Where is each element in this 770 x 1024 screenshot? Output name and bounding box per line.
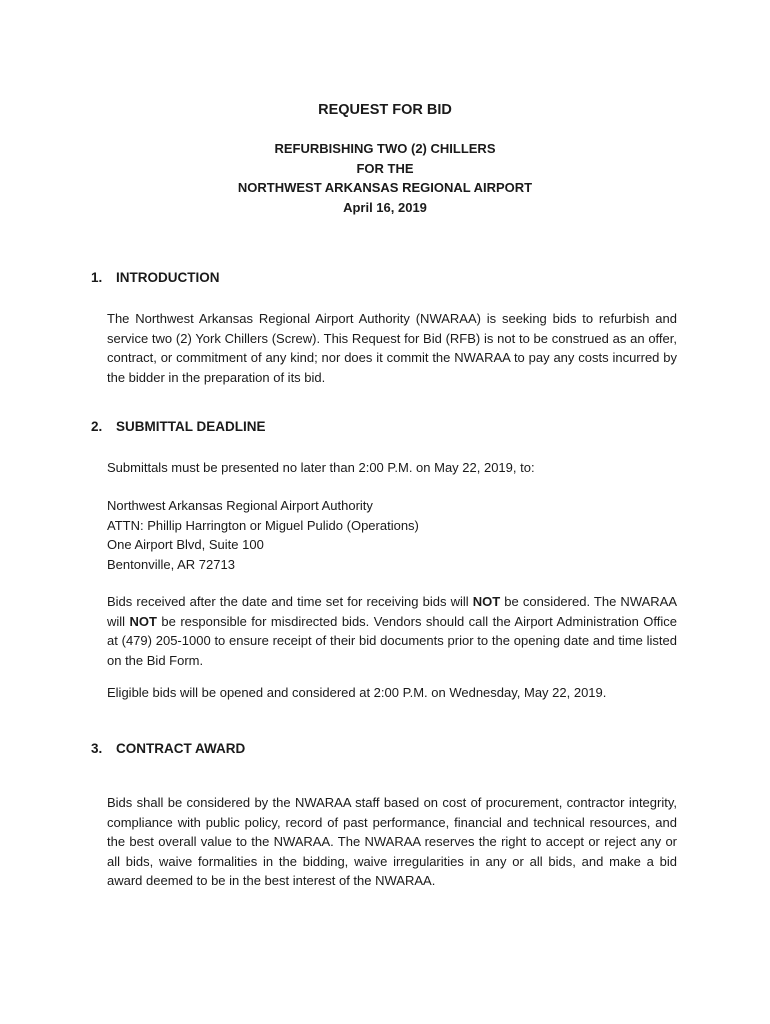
subtitle-line: REFURBISHING TWO (2) CHILLERS (274, 141, 496, 156)
submittal-intro: Submittals must be presented no later than 2:00 P.M. on May 22, 2019, to: (107, 460, 535, 475)
section-title: CONTRACT AWARD (116, 741, 246, 756)
emphasis-not: NOT (472, 594, 501, 609)
address-line: Northwest Arkansas Regional Airport Authority (107, 498, 373, 513)
contract-award-paragraph: Bids shall be considered by the NWARAA staff based on cost of procurement, contractor integrity, compliance with public policy, record of past performance, financial and technical resources, and the best overall value to the NWARAA. The NWARAA reserves the right to accept or reject any or all bids, waive formalities in the bidding, waive irregularities in any or all bids, and make a bid award deemed to be in the best interest of the NWARAA. (107, 795, 677, 888)
section-number: 2. (91, 419, 103, 434)
address-line: Bentonville, AR 72713 (107, 556, 235, 572)
late-text: be responsible for misdirected bids. Vendors should call the Airport Administration Office at (479) 205-1000 to ensure receipt of their bid documents prior to the opening date and time listed on the Bid Form. (107, 613, 677, 668)
late-text: be considered. The NWARAA will (107, 594, 678, 629)
section-heading-contract-award (91, 741, 245, 756)
subtitle-line: NORTHWEST ARKANSAS REGIONAL AIRPORT (237, 180, 533, 195)
address-line: ATTN: Phillip Harrington or Miguel Pulido (Operations) (107, 517, 419, 533)
document-title: REQUEST FOR BID (318, 102, 452, 118)
subtitle-line: FOR THE (356, 160, 414, 176)
late-bids-paragraph (107, 592, 677, 670)
section-number: 3. (91, 741, 103, 756)
section-heading-introduction (91, 270, 220, 285)
section-heading-submittal-deadline (91, 419, 266, 434)
eligible-bids-paragraph: Eligible bids will be opened and considered at 2:00 P.M. on Wednesday, May 22, 2019. (107, 685, 607, 700)
section-title: INTRODUCTION (116, 270, 220, 285)
section-title: SUBMITTAL DEADLINE (116, 419, 266, 434)
document-subtitle (0, 139, 770, 217)
introduction-paragraph: The Northwest Arkansas Regional Airport Authority (NWARAA) is seeking bids to refurbish and service two (2) York Chillers (Screw). This Request for Bid (RFB) is not to be construed as an offer, contract, or commitment of any kind; nor does it commit the NWARAA to pay any costs incurred by the bidder in the preparation of its bid. (107, 311, 677, 385)
late-text: Bids received after the date and time set for receiving bids will (107, 594, 473, 609)
section-number: 1. (91, 270, 103, 285)
emphasis-not: NOT (129, 613, 157, 629)
mailing-address (107, 496, 419, 574)
subtitle-date: April 16, 2019 (343, 199, 427, 215)
address-line: One Airport Blvd, Suite 100 (107, 537, 264, 552)
